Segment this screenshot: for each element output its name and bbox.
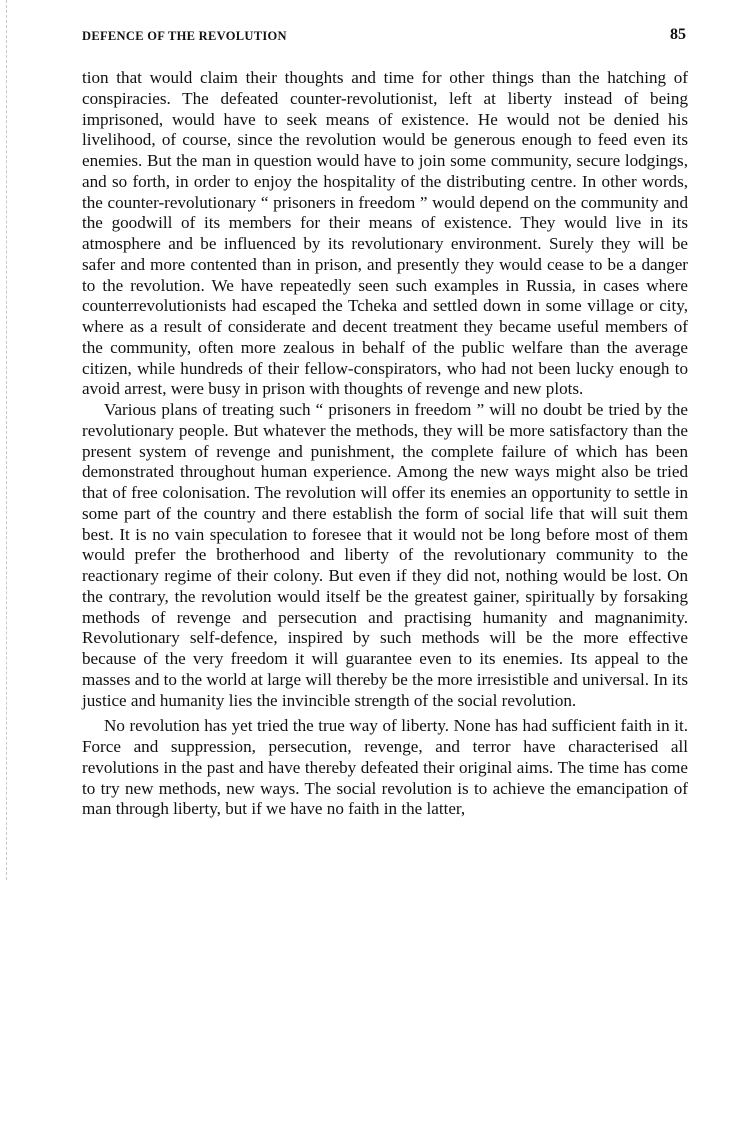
binding-edge xyxy=(6,0,7,880)
running-head xyxy=(82,26,686,48)
running-title: DEFENCE OF THE REVOLUTION xyxy=(82,29,287,43)
body-text xyxy=(82,68,688,820)
paragraph-way-of-liberty: No revolution has yet tried the true way of liberty. None has had sufficient faith in it. Force and suppression, persecution, revenge, and terror have characterised all revolutions in the past and have thereby defeated their original aims. The time has come to try new methods, new ways. The social revolution is to achieve the emancipation of man through liberty, but if we have no faith in the latter, xyxy=(82,716,688,819)
paragraph-continued: tion that would claim their thoughts and time for other things than the hatching of conspiracies. The defeated counter-revolutionist, left at liberty instead of being imprisoned, would have to seek means of existence. He would not be denied his livelihood, of course, since the revolution would be generous enough to feed even its enemies. But the man in question would have to join some community, secure lodgings, and so forth, in order to enjoy the hospitality of the distributing centre. In other words, the counter-revolutionary “ prisoners in freedom ” would depend on the community and the goodwill of its members for their means of existence. They would live in its atmosphere and be influenced by its revolutionary environment. Surely they will be safer and more contented than in prison, and presently they would cease to be a danger to the revolution. We have repeatedly seen such examples in Russia, in cases where counterrevolutionists had escaped the Tcheka and settled down in some village or city, where as a result of considerate and decent treatment they became useful members of the community, often more zealous in behalf of the public welfare than the average citizen, while hundreds of their fellow-conspirators, who had not been lucky enough to avoid arrest, were busy in prison with thoughts of revenge and new plots. xyxy=(82,68,688,399)
page-number: 85 xyxy=(670,26,686,43)
paragraph-prisoners-in-freedom: Various plans of treating such “ prisoners in freedom ” will no doubt be tried by the revolutionary people. But whatever the methods, they will be more satisfactory than the present system of revenge and punishment, the complete failure of which has been demonstrated throughout human experience. Among the new ways might also be tried that of free colonisation. The revolution will offer its enemies an opportunity to settle in some part of the country and there establish the form of social life that will suit them best. It is no vain speculation to foresee that it would not be long before most of them would prefer the brotherhood and liberty of the revolutionary community to the reactionary regime of their colony. But even if they did not, nothing would be lost. On the contrary, the revolution would itself be the greatest gainer, spiritually by forsaking methods of revenge and persecution and practising humanity and magnanimity. Revolutionary self-defence, inspired by such methods will be the more effective because of the very freedom it will guarantee even to its enemies. Its appeal to the masses and to the world at large will thereby be the more irresistible and universal. In its justice and humanity lies the invincible strength of the social revolution. xyxy=(82,400,688,710)
